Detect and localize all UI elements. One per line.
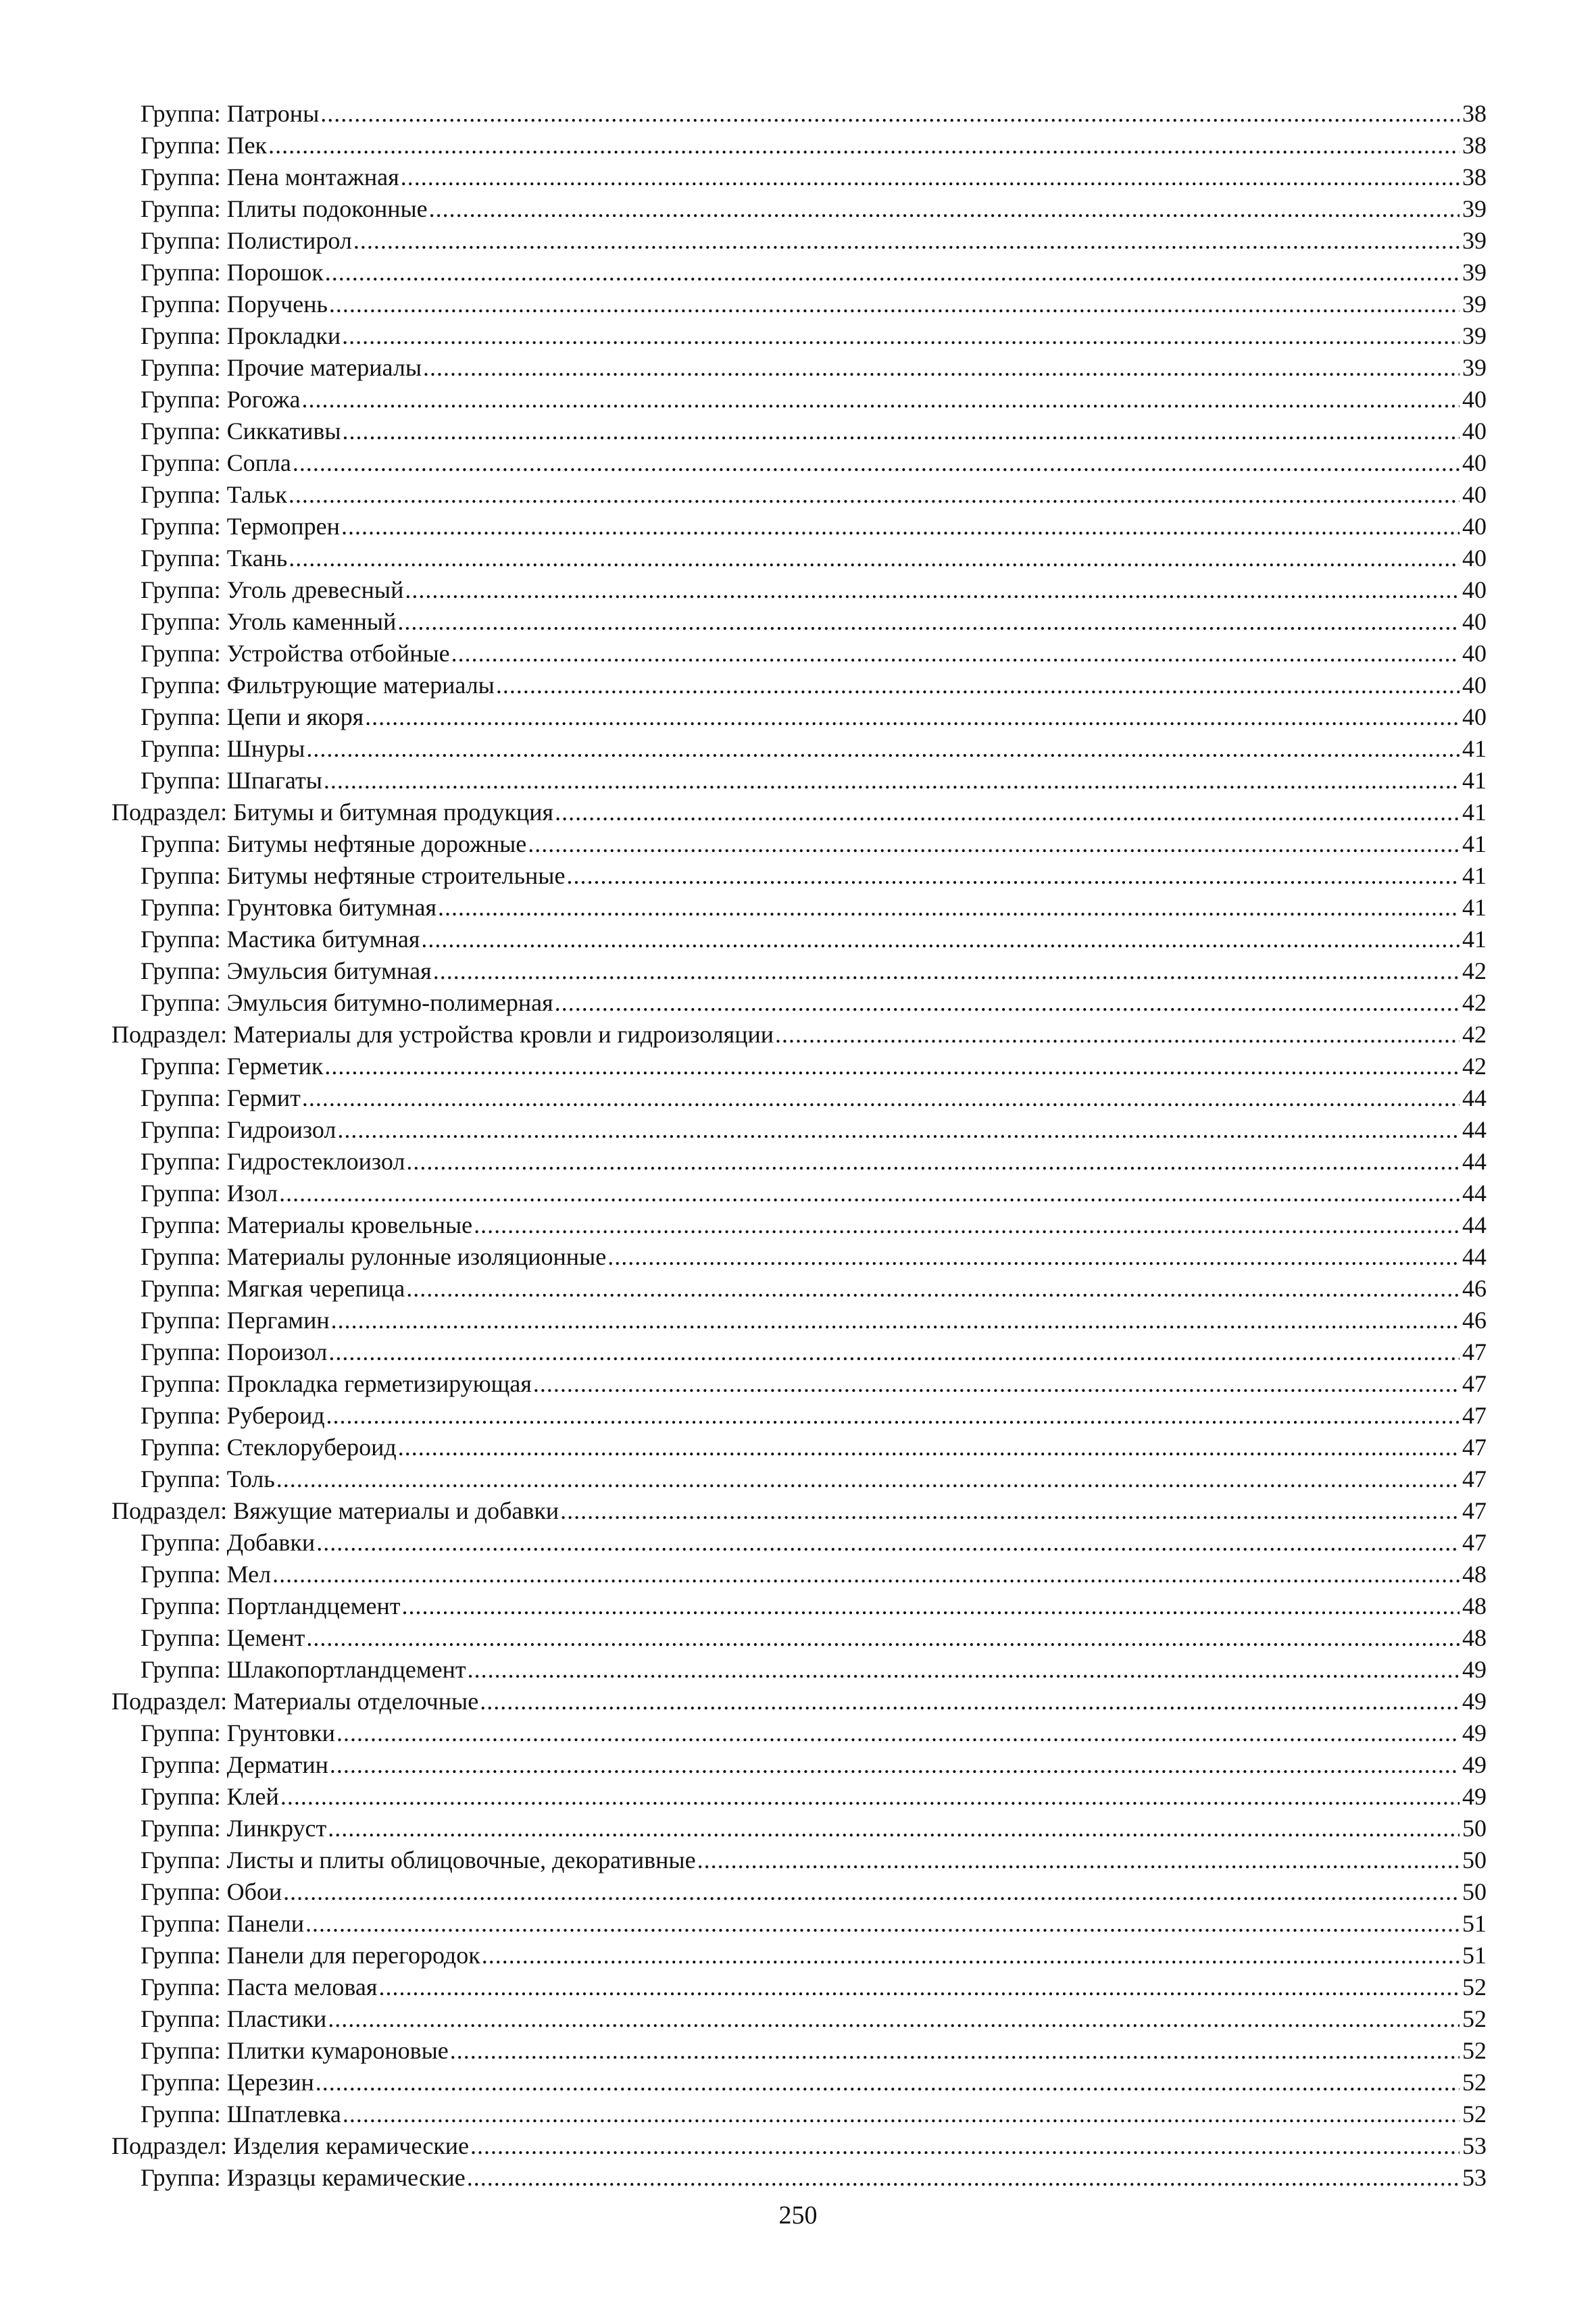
toc-entry-page: 42 — [1462, 1053, 1487, 1080]
dot-leader — [331, 1305, 1460, 1336]
toc-group-entry — [111, 1781, 1487, 1813]
toc-entry-label: Группа: Изол — [141, 1180, 278, 1207]
toc-entry-page: 39 — [1462, 354, 1487, 381]
dot-leader — [302, 1082, 1460, 1114]
toc-entry-label: Группа: Добавки — [141, 1529, 316, 1556]
toc-entry-label: Группа: Паста меловая — [141, 1973, 378, 2001]
table-of-contents — [111, 98, 1487, 2194]
toc-entry-label: Группа: Изразцы керамические — [141, 2164, 466, 2191]
dot-leader — [482, 1940, 1460, 1971]
toc-entry-label: Группа: Пороизол — [141, 1338, 328, 1365]
toc-group-entry — [111, 1051, 1487, 1082]
toc-group-entry — [111, 1241, 1487, 1273]
toc-group-entry — [111, 1114, 1487, 1146]
dot-leader — [293, 447, 1460, 479]
toc-group-entry — [111, 98, 1487, 130]
dot-leader — [474, 1209, 1460, 1241]
toc-entry-page: 47 — [1462, 1402, 1487, 1429]
dot-leader — [528, 828, 1460, 860]
toc-entry-label: Группа: Рогожа — [141, 386, 301, 413]
toc-entry-label: Группа: Ткань — [141, 545, 288, 572]
dot-leader — [343, 2098, 1460, 2130]
toc-group-entry — [111, 1305, 1487, 1336]
dot-leader — [566, 860, 1460, 892]
dot-leader — [438, 892, 1460, 924]
toc-group-entry — [111, 288, 1487, 320]
toc-group-entry — [111, 257, 1487, 288]
toc-group-entry — [111, 1146, 1487, 1178]
toc-entry-page: 41 — [1462, 799, 1487, 826]
toc-group-entry — [111, 1844, 1487, 1876]
toc-entry-label: Группа: Устройства отбойные — [141, 640, 450, 667]
dot-leader — [305, 1908, 1460, 1940]
toc-group-entry — [111, 1813, 1487, 1844]
toc-entry-label: Группа: Обои — [141, 1878, 282, 1905]
toc-group-entry — [111, 1622, 1487, 1654]
toc-group-entry — [111, 1368, 1487, 1400]
toc-section-entry — [111, 1019, 1487, 1051]
toc-entry-page: 38 — [1462, 100, 1487, 127]
toc-entry-label: Группа: Полистирол — [141, 227, 352, 254]
toc-entry-label: Группа: Линкруст — [141, 1815, 327, 1842]
dot-leader — [433, 955, 1460, 987]
toc-entry-page: 49 — [1462, 1719, 1487, 1746]
dot-leader — [306, 733, 1460, 765]
toc-entry-page: 38 — [1462, 164, 1487, 191]
toc-group-entry — [111, 193, 1487, 225]
toc-section-entry — [111, 1495, 1487, 1527]
toc-group-entry — [111, 1178, 1487, 1209]
toc-entry-label: Группа: Толь — [141, 1465, 275, 1492]
toc-entry-label: Группа: Прокладки — [141, 322, 341, 349]
toc-group-entry — [111, 1971, 1487, 2003]
toc-entry-label: Группа: Дерматин — [141, 1751, 328, 1778]
toc-entry-page: 50 — [1462, 1815, 1487, 1842]
dot-leader — [406, 1273, 1460, 1305]
dot-leader — [280, 1781, 1460, 1813]
dot-leader — [397, 606, 1460, 638]
dot-leader — [468, 1654, 1460, 1686]
toc-entry-label: Подраздел: Материалы для устройства кровли и гидроизоляции — [111, 1021, 774, 1048]
toc-entry-page: 46 — [1462, 1307, 1487, 1334]
toc-entry-page: 44 — [1462, 1084, 1487, 1111]
toc-group-entry — [111, 987, 1487, 1019]
toc-entry-label: Группа: Материалы рулонные изоляционные — [141, 1243, 607, 1270]
dot-leader — [401, 1590, 1460, 1622]
toc-entry-label: Группа: Пергамин — [141, 1307, 330, 1334]
dot-leader — [775, 1019, 1460, 1051]
toc-entry-page: 41 — [1462, 862, 1487, 889]
toc-entry-page: 47 — [1462, 1497, 1487, 1524]
toc-entry-page: 39 — [1462, 227, 1487, 254]
toc-entry-page: 40 — [1462, 481, 1487, 508]
toc-entry-label: Группа: Эмульсия битумная — [141, 957, 432, 984]
dot-leader — [378, 1971, 1460, 2003]
toc-entry-label: Группа: Пена монтажная — [141, 164, 399, 191]
toc-group-entry — [111, 1559, 1487, 1590]
toc-entry-label: Группа: Пек — [141, 132, 268, 159]
dot-leader — [268, 130, 1460, 161]
toc-entry-label: Группа: Поручень — [141, 291, 328, 318]
dot-leader — [316, 2067, 1460, 2098]
toc-group-entry — [111, 955, 1487, 987]
toc-group-entry — [111, 1082, 1487, 1114]
toc-entry-label: Группа: Сопла — [141, 449, 291, 476]
toc-entry-label: Группа: Битумы нефтяные строительные — [141, 862, 566, 889]
toc-group-entry — [111, 638, 1487, 670]
toc-group-entry — [111, 479, 1487, 511]
toc-entry-label: Группа: Стеклорубероид — [141, 1434, 397, 1461]
toc-group-entry — [111, 1209, 1487, 1241]
toc-entry-page: 52 — [1462, 2037, 1487, 2064]
toc-entry-page: 40 — [1462, 386, 1487, 413]
dot-leader — [470, 2130, 1460, 2162]
toc-group-entry — [111, 1876, 1487, 1908]
toc-group-entry — [111, 543, 1487, 574]
toc-entry-page: 40 — [1462, 703, 1487, 730]
dot-leader — [342, 320, 1460, 352]
toc-entry-label: Группа: Панели для перегородок — [141, 1942, 480, 1969]
toc-group-entry — [111, 130, 1487, 161]
dot-leader — [272, 1559, 1460, 1590]
dot-leader — [330, 1749, 1460, 1781]
toc-entry-page: 51 — [1462, 1942, 1487, 1969]
toc-group-entry — [111, 574, 1487, 606]
toc-entry-label: Группа: Церезин — [141, 2069, 314, 2096]
toc-entry-page: 40 — [1462, 449, 1487, 476]
toc-group-entry — [111, 384, 1487, 416]
toc-entry-label: Группа: Шпагаты — [141, 767, 322, 794]
dot-leader — [560, 1495, 1460, 1527]
toc-entry-page: 52 — [1462, 2069, 1487, 2096]
dot-leader — [450, 2035, 1460, 2067]
toc-section-entry — [111, 797, 1487, 828]
dot-leader — [289, 479, 1460, 511]
toc-group-entry — [111, 2067, 1487, 2098]
toc-entry-page: 40 — [1462, 608, 1487, 635]
toc-entry-label: Группа: Шнуры — [141, 735, 305, 762]
toc-entry-page: 42 — [1462, 957, 1487, 984]
toc-group-entry — [111, 1590, 1487, 1622]
toc-group-entry — [111, 606, 1487, 638]
toc-entry-label: Группа: Гидростеклоизол — [141, 1148, 405, 1175]
toc-entry-page: 39 — [1462, 291, 1487, 318]
toc-entry-page: 41 — [1462, 926, 1487, 953]
dot-leader — [467, 2162, 1460, 2194]
toc-entry-page: 52 — [1462, 2101, 1487, 2128]
dot-leader — [283, 1876, 1460, 1908]
dot-leader — [337, 1114, 1460, 1146]
toc-entry-page: 50 — [1462, 1878, 1487, 1905]
toc-entry-page: 41 — [1462, 735, 1487, 762]
toc-group-entry — [111, 2035, 1487, 2067]
toc-group-entry — [111, 1749, 1487, 1781]
toc-entry-label: Группа: Тальк — [141, 481, 287, 508]
toc-entry-page: 49 — [1462, 1688, 1487, 1715]
dot-leader — [406, 1146, 1460, 1178]
dot-leader — [421, 924, 1460, 955]
toc-entry-page: 48 — [1462, 1624, 1487, 1651]
toc-group-entry — [111, 1908, 1487, 1940]
dot-leader — [341, 511, 1460, 543]
toc-entry-label: Подраздел: Вяжущие материалы и добавки — [111, 1497, 559, 1524]
dot-leader — [302, 384, 1460, 416]
toc-entry-label: Группа: Шлакопортландцемент — [141, 1656, 466, 1683]
dot-leader — [276, 1463, 1460, 1495]
toc-entry-page: 44 — [1462, 1116, 1487, 1143]
toc-entry-page: 53 — [1462, 2132, 1487, 2159]
toc-entry-label: Группа: Порошок — [141, 259, 324, 286]
dot-leader — [306, 1622, 1460, 1654]
toc-group-entry — [111, 447, 1487, 479]
dot-leader — [324, 765, 1460, 797]
toc-group-entry — [111, 733, 1487, 765]
toc-entry-label: Группа: Материалы кровельные — [141, 1211, 473, 1238]
toc-group-entry — [111, 670, 1487, 701]
dot-leader — [398, 1432, 1460, 1463]
toc-entry-page: 40 — [1462, 672, 1487, 699]
toc-group-entry — [111, 1463, 1487, 1495]
toc-entry-page: 48 — [1462, 1592, 1487, 1619]
toc-group-entry — [111, 416, 1487, 447]
toc-entry-label: Группа: Прочие материалы — [141, 354, 422, 381]
toc-entry-page: 40 — [1462, 576, 1487, 603]
toc-entry-label: Группа: Сиккативы — [141, 418, 341, 445]
dot-leader — [607, 1241, 1460, 1273]
toc-entry-label: Группа: Фильтрующие материалы — [141, 672, 495, 699]
toc-entry-label: Группа: Уголь каменный — [141, 608, 397, 635]
toc-group-entry — [111, 511, 1487, 543]
toc-entry-page: 39 — [1462, 259, 1487, 286]
toc-group-entry — [111, 892, 1487, 924]
toc-entry-page: 40 — [1462, 513, 1487, 540]
toc-group-entry — [111, 701, 1487, 733]
dot-leader — [336, 1717, 1460, 1749]
toc-group-entry — [111, 828, 1487, 860]
toc-group-entry — [111, 1717, 1487, 1749]
toc-group-entry — [111, 924, 1487, 955]
toc-entry-page: 42 — [1462, 1021, 1487, 1048]
toc-entry-label: Группа: Панели — [141, 1910, 305, 1937]
dot-leader — [289, 543, 1460, 574]
toc-entry-page: 52 — [1462, 2005, 1487, 2032]
toc-entry-page: 39 — [1462, 322, 1487, 349]
dot-leader — [316, 1527, 1460, 1559]
toc-entry-page: 44 — [1462, 1243, 1487, 1270]
toc-group-entry — [111, 1273, 1487, 1305]
toc-entry-label: Группа: Битумы нефтяные дорожные — [141, 830, 527, 857]
toc-entry-label: Группа: Цепи и якоря — [141, 703, 364, 730]
toc-group-entry — [111, 1527, 1487, 1559]
toc-entry-label: Группа: Мягкая черепица — [141, 1275, 405, 1302]
toc-group-entry — [111, 1654, 1487, 1686]
toc-entry-label: Группа: Листы и плиты облицовочные, декоративные — [141, 1846, 696, 1873]
toc-entry-page: 44 — [1462, 1180, 1487, 1207]
dot-leader — [328, 1813, 1460, 1844]
toc-entry-label: Группа: Портландцемент — [141, 1592, 401, 1619]
dot-leader — [353, 225, 1460, 257]
dot-leader — [423, 352, 1460, 384]
toc-entry-label: Группа: Плиты подоконные — [141, 195, 428, 222]
toc-entry-label: Подраздел: Изделия керамические — [111, 2132, 470, 2159]
dot-leader — [343, 416, 1460, 447]
dot-leader — [365, 701, 1460, 733]
toc-group-entry — [111, 2098, 1487, 2130]
toc-entry-page: 48 — [1462, 1561, 1487, 1588]
toc-group-entry — [111, 161, 1487, 193]
toc-entry-label: Группа: Уголь древесный — [141, 576, 404, 603]
toc-entry-label: Подраздел: Битумы и битумная продукция — [111, 799, 554, 826]
toc-entry-page: 41 — [1462, 830, 1487, 857]
dot-leader — [401, 161, 1460, 193]
dot-leader — [325, 257, 1460, 288]
toc-entry-page: 49 — [1462, 1656, 1487, 1683]
toc-entry-page: 49 — [1462, 1783, 1487, 1810]
toc-entry-page: 47 — [1462, 1465, 1487, 1492]
dot-leader — [405, 574, 1460, 606]
toc-group-entry — [111, 225, 1487, 257]
toc-entry-page: 47 — [1462, 1434, 1487, 1461]
dot-leader — [326, 1400, 1460, 1432]
toc-entry-label: Группа: Эмульсия битумно-полимерная — [141, 989, 553, 1016]
toc-entry-label: Группа: Клей — [141, 1783, 279, 1810]
toc-entry-page: 44 — [1462, 1211, 1487, 1238]
toc-entry-page: 47 — [1462, 1338, 1487, 1365]
dot-leader — [533, 1368, 1460, 1400]
toc-entry-label: Группа: Шпатлевка — [141, 2101, 341, 2128]
dot-leader — [329, 288, 1460, 320]
toc-group-entry — [111, 2003, 1487, 2035]
toc-entry-label: Группа: Пластики — [141, 2005, 327, 2032]
toc-entry-label: Группа: Мастика битумная — [141, 926, 420, 953]
toc-entry-page: 42 — [1462, 989, 1487, 1016]
toc-group-entry — [111, 1400, 1487, 1432]
page-number: 250 — [778, 2201, 818, 2230]
toc-entry-page: 38 — [1462, 132, 1487, 159]
toc-entry-page: 47 — [1462, 1529, 1487, 1556]
toc-entry-page: 53 — [1462, 2164, 1487, 2191]
toc-entry-label: Группа: Мел — [141, 1561, 272, 1588]
dot-leader — [496, 670, 1460, 701]
dot-leader — [697, 1844, 1460, 1876]
toc-entry-label: Группа: Плитки кумароновые — [141, 2037, 449, 2064]
toc-entry-page: 46 — [1462, 1275, 1487, 1302]
toc-entry-label: Группа: Герметик — [141, 1053, 324, 1080]
toc-group-entry — [111, 352, 1487, 384]
dot-leader — [429, 193, 1460, 225]
dot-leader — [451, 638, 1460, 670]
dot-leader — [555, 987, 1460, 1019]
dot-leader — [324, 1051, 1460, 1082]
toc-group-entry — [111, 1336, 1487, 1368]
toc-entry-label: Группа: Патроны — [141, 100, 320, 127]
dot-leader — [328, 2003, 1460, 2035]
toc-entry-label: Группа: Гидроизол — [141, 1116, 336, 1143]
toc-entry-label: Подраздел: Материалы отделочные — [111, 1688, 479, 1715]
toc-group-entry — [111, 765, 1487, 797]
toc-section-entry — [111, 1686, 1487, 1717]
toc-entry-page: 51 — [1462, 1910, 1487, 1937]
dot-leader — [480, 1686, 1460, 1717]
toc-entry-page: 44 — [1462, 1148, 1487, 1175]
toc-group-entry — [111, 2162, 1487, 2194]
toc-entry-page: 40 — [1462, 640, 1487, 667]
toc-entry-page: 41 — [1462, 767, 1487, 794]
toc-entry-label: Группа: Грунтовка битумная — [141, 894, 437, 921]
toc-entry-label: Группа: Прокладка герметизирующая — [141, 1370, 532, 1397]
toc-entry-page: 52 — [1462, 1973, 1487, 2001]
toc-group-entry — [111, 320, 1487, 352]
toc-group-entry — [111, 860, 1487, 892]
toc-section-entry — [111, 2130, 1487, 2162]
toc-entry-page: 47 — [1462, 1370, 1487, 1397]
toc-group-entry — [111, 1940, 1487, 1971]
toc-entry-page: 39 — [1462, 195, 1487, 222]
dot-leader — [555, 797, 1460, 828]
toc-entry-label: Группа: Термопрен — [141, 513, 340, 540]
dot-leader — [279, 1178, 1460, 1209]
toc-entry-page: 50 — [1462, 1846, 1487, 1873]
toc-entry-label: Группа: Рубероид — [141, 1402, 325, 1429]
toc-entry-page: 40 — [1462, 418, 1487, 445]
dot-leader — [328, 1336, 1460, 1368]
toc-entry-label: Группа: Гермит — [141, 1084, 301, 1111]
toc-entry-page: 40 — [1462, 545, 1487, 572]
toc-entry-label: Группа: Цемент — [141, 1624, 305, 1651]
toc-group-entry — [111, 1432, 1487, 1463]
toc-entry-page: 41 — [1462, 894, 1487, 921]
toc-entry-page: 49 — [1462, 1751, 1487, 1778]
dot-leader — [320, 98, 1460, 130]
toc-entry-label: Группа: Грунтовки — [141, 1719, 335, 1746]
